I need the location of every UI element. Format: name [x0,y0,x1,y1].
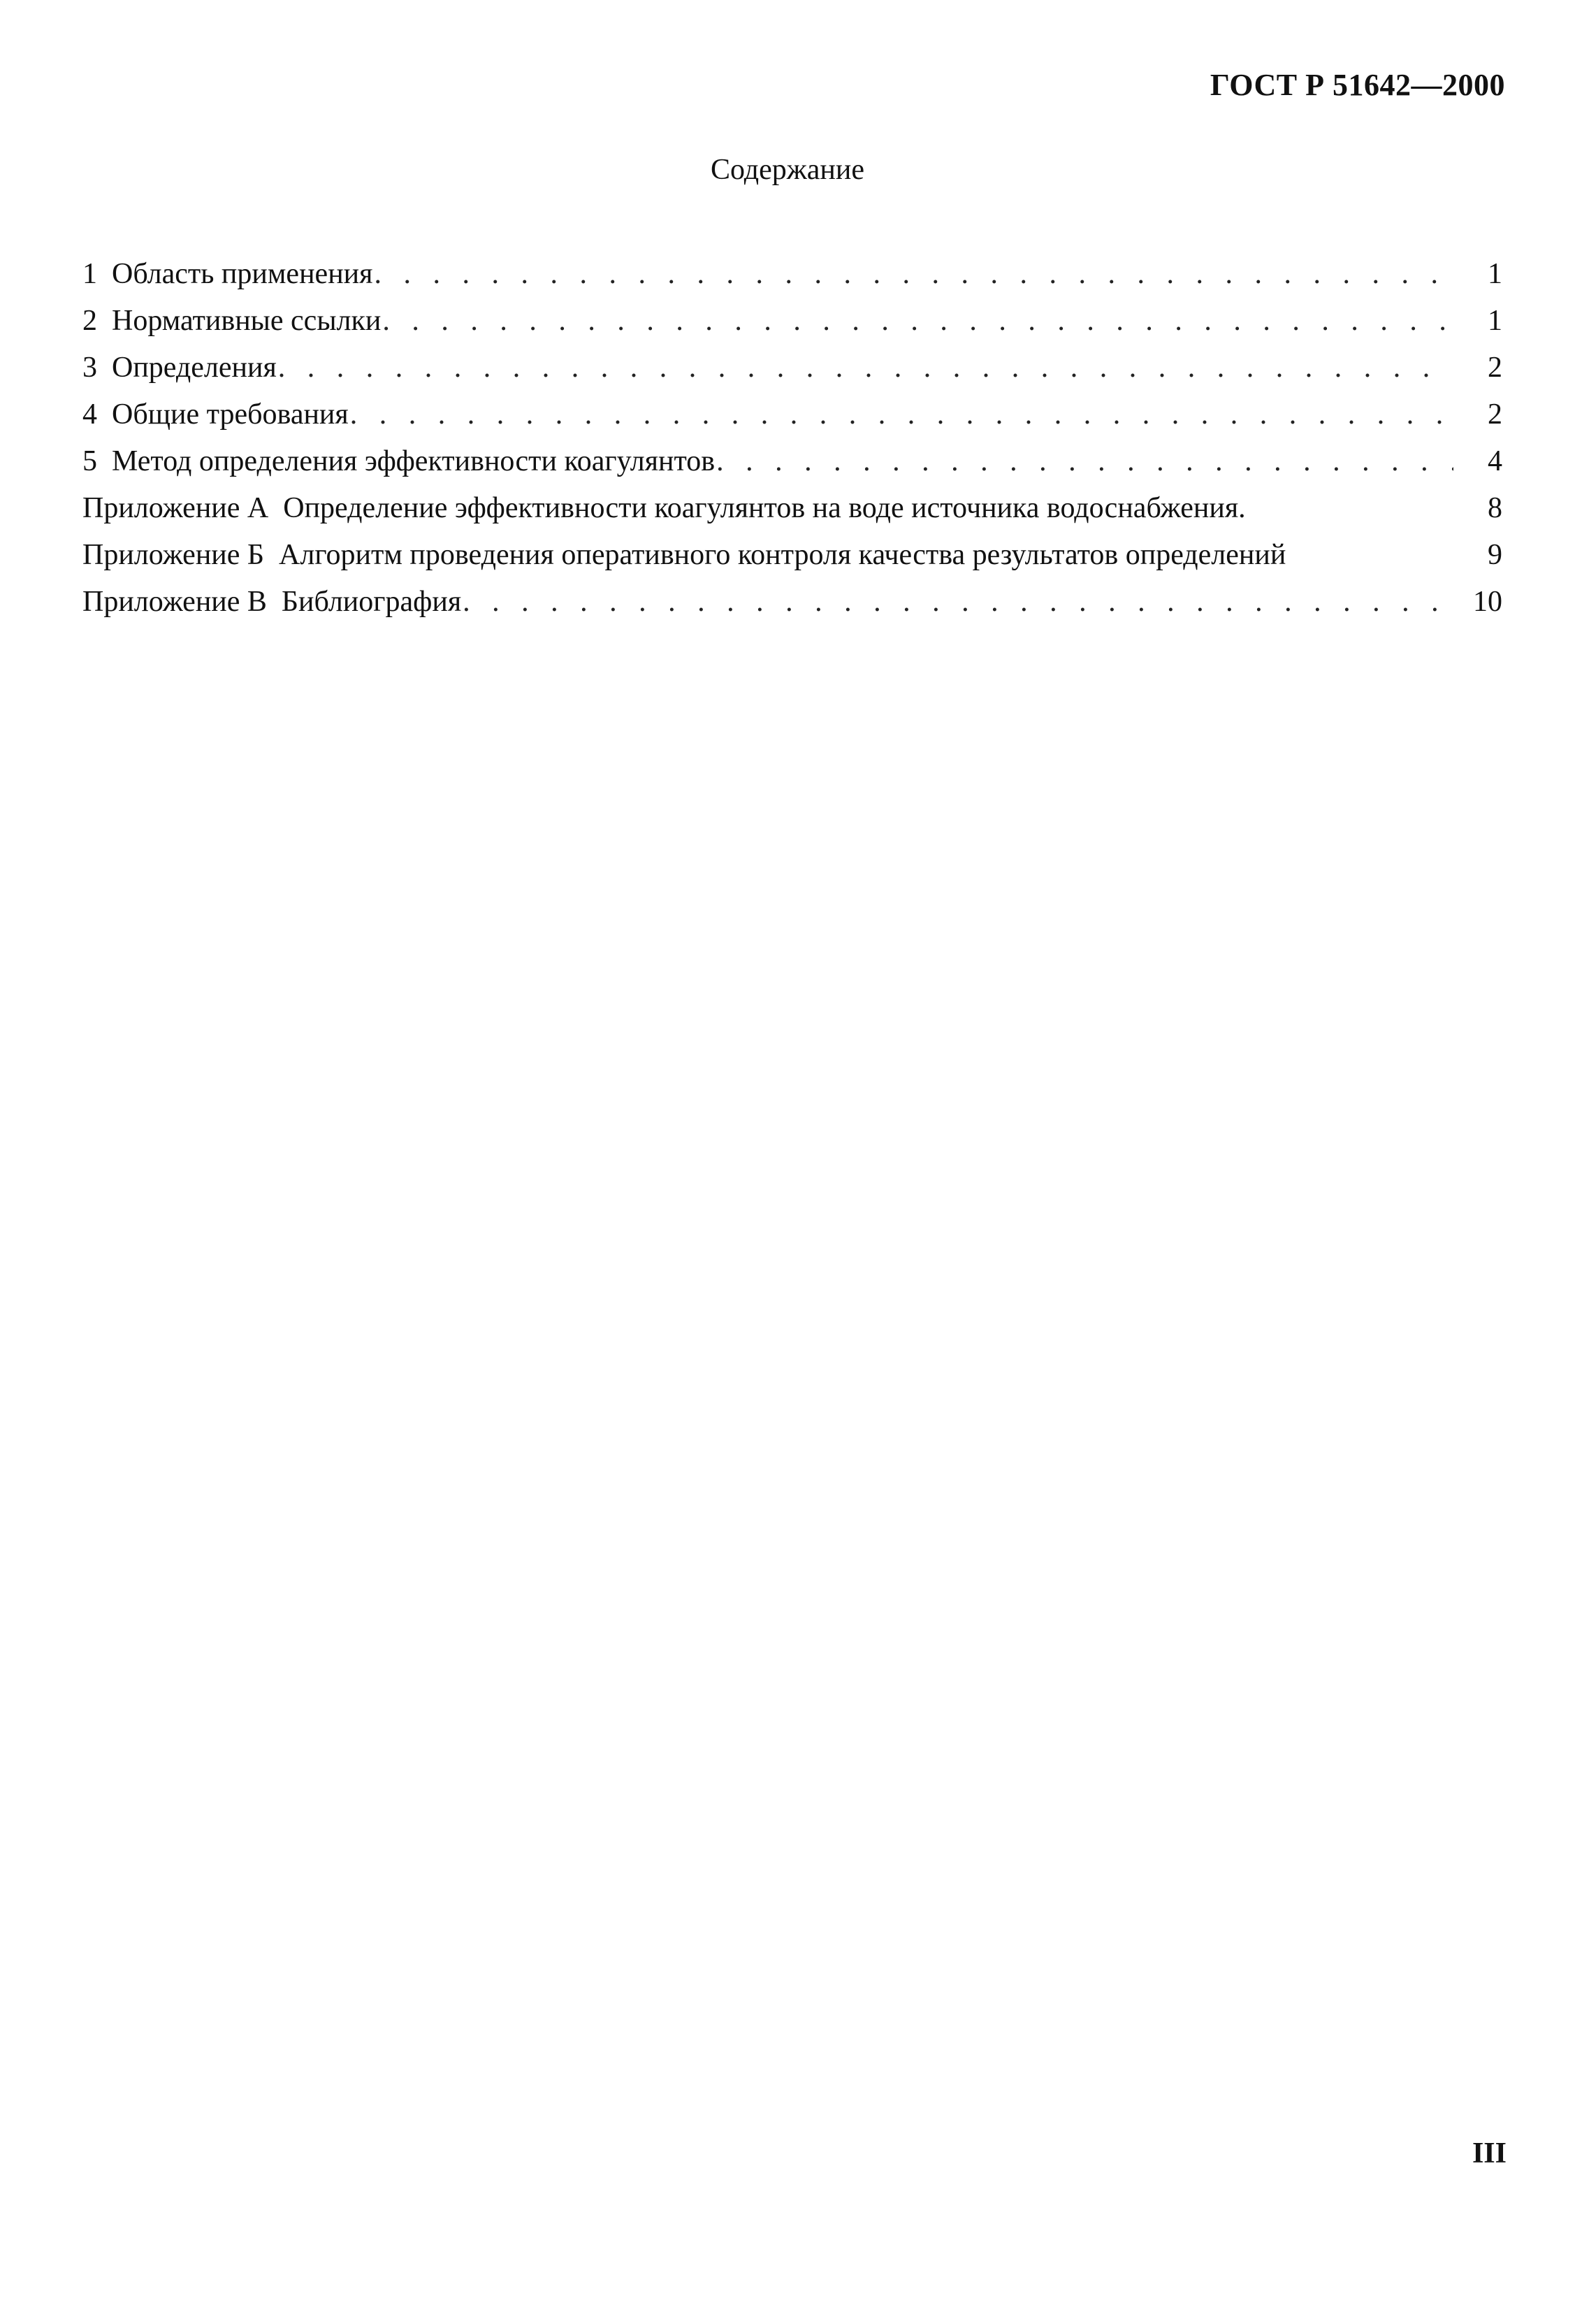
table-of-contents [82,256,1502,630]
toc-entry-3[interactable] [82,349,1502,396]
toc-entry-label: 2 Нормативные ссылки [82,305,382,337]
toc-entry-1[interactable] [82,256,1502,303]
toc-entry-label: 3 Определения [82,352,277,384]
toc-entry-label: 4 Общие требования [82,398,349,431]
toc-entry-2[interactable] [82,303,1502,349]
toc-entry-label: Приложение А Определение эффективности коагулянтов на воде источника водоснабжения. [82,492,1246,524]
toc-entry-appendix-a[interactable] [82,490,1502,537]
toc-entry-page: 1 [1488,258,1502,290]
dot-leader [716,443,1453,479]
toc-entry-label: 5 Метод определения эффективности коагулянтов [82,445,716,477]
toc-entry-label: Приложение Б Алгоритм проведения оперативного контроля качества результатов определений [82,539,1286,571]
toc-entry-page: 4 [1488,445,1502,477]
standard-code: ГОСТ Р 51642—2000 [1210,68,1505,102]
toc-entry-page: 2 [1488,352,1502,384]
toc-entry-appendix-b[interactable] [82,537,1502,584]
page-number: III [1472,2137,1507,2170]
dot-leader [350,396,1453,433]
dot-leader [278,349,1453,386]
toc-entry-5[interactable] [82,443,1502,490]
toc-entry-label: Приложение В Библиография [82,586,462,618]
toc-entry-appendix-v[interactable] [82,584,1502,630]
toc-entry-page: 9 [1488,539,1502,571]
dot-leader [374,256,1453,292]
toc-entry-page: 2 [1488,398,1502,431]
toc-entry-page: 1 [1488,305,1502,337]
toc-entry-page: 8 [1488,492,1502,524]
toc-entry-label: 1 Область применения [82,258,373,290]
toc-entry-4[interactable] [82,396,1502,443]
dot-leader [463,584,1453,620]
toc-entry-page: 10 [1473,586,1502,618]
toc-title: Содержание [710,154,865,186]
dot-leader [382,303,1453,339]
